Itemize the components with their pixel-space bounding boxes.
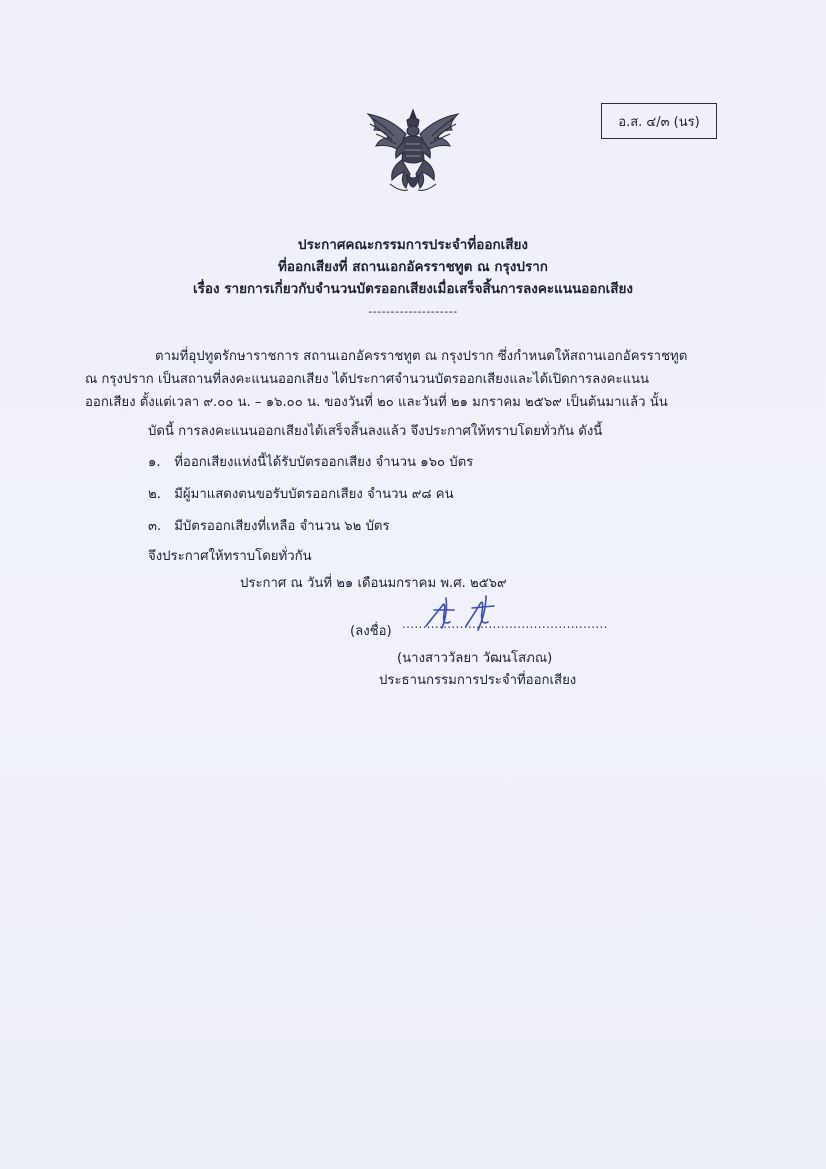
list-item bbox=[148, 451, 473, 472]
form-code: อ.ส. ๔/๓ (นร) bbox=[618, 114, 700, 130]
form-code-box bbox=[601, 103, 717, 139]
list-item bbox=[148, 483, 454, 504]
list-item-number: ๑. bbox=[148, 455, 161, 470]
announcement-date: ประกาศ ณ วันที่ ๒๑ เดือนมกราคม พ.ศ. ๒๕๖๙ bbox=[240, 576, 507, 591]
title-line-1: ประกาศคณะกรรมการประจำที่ออกเสียง bbox=[298, 237, 528, 253]
signature-label: (ลงชื่อ) bbox=[350, 624, 392, 639]
garuda-emblem-icon bbox=[360, 108, 466, 200]
body-line-3: ออกเสียง ตั้งแต่เวลา ๙.๐๐ น. – ๑๖.๐๐ น. ของวันที่ ๒๐ และวันที่ ๒๑ มกราคม ๒๕๖๙ เป็นต้นมาแล้ว นั้น bbox=[85, 395, 668, 410]
title-line-2: ที่ออกเสียงที่ สถานเอกอัครราชทูต ณ กรุงปราก bbox=[278, 259, 548, 275]
list-item-number: ๓. bbox=[148, 519, 162, 534]
body-line-1: ตามที่อุปทูตรักษาราชการ สถานเอกอัครราชทูต ณ กรุงปราก ซึ่งกำหนดให้สถานเอกอัครราชทูต bbox=[155, 349, 688, 364]
list-item-text: มีบัตรออกเสียงที่เหลือ จำนวน ๖๒ บัตร bbox=[174, 519, 390, 534]
announcement-title bbox=[90, 234, 736, 300]
body-line-2: ณ กรุงปราก เป็นสถานที่ลงคะแนนออกเสียง ได้ประกาศจำนวนบัตรออกเสียงและได้เปิดการลงคะแนน bbox=[85, 372, 650, 387]
list-item-number: ๒. bbox=[148, 487, 161, 502]
body-line-4: บัดนี้ การลงคะแนนออกเสียงได้เสร็จสิ้นลงแล้ว จึงประกาศให้ทราบโดยทั่วกัน ดังนี้ bbox=[148, 424, 603, 439]
list-item bbox=[148, 515, 390, 536]
title-separator: -------------------- bbox=[368, 305, 458, 318]
signer-position: ประธานกรรมการประจำที่ออกเสียง bbox=[379, 673, 577, 688]
signer-name: (นางสาววัลยา วัฒนโสภณ) bbox=[397, 651, 553, 666]
list-item-text: ที่ออกเสียงแห่งนี้ได้รับบัตรออกเสียง จำนวน ๑๖๐ บัตร bbox=[174, 455, 474, 470]
signature-line: .................................................. bbox=[402, 617, 608, 631]
title-line-3: เรื่อง รายการเกี่ยวกับจำนวนบัตรออกเสียงเมื่อเสร็จสิ้นการลงคะแนนออกเสียง bbox=[192, 281, 634, 297]
handwritten-signature bbox=[420, 592, 510, 634]
closing-statement: จึงประกาศให้ทราบโดยทั่วกัน bbox=[148, 549, 312, 564]
list-item-text: มีผู้มาแสดงตนขอรับบัตรออกเสียง จำนวน ๙๘ คน bbox=[174, 487, 454, 502]
